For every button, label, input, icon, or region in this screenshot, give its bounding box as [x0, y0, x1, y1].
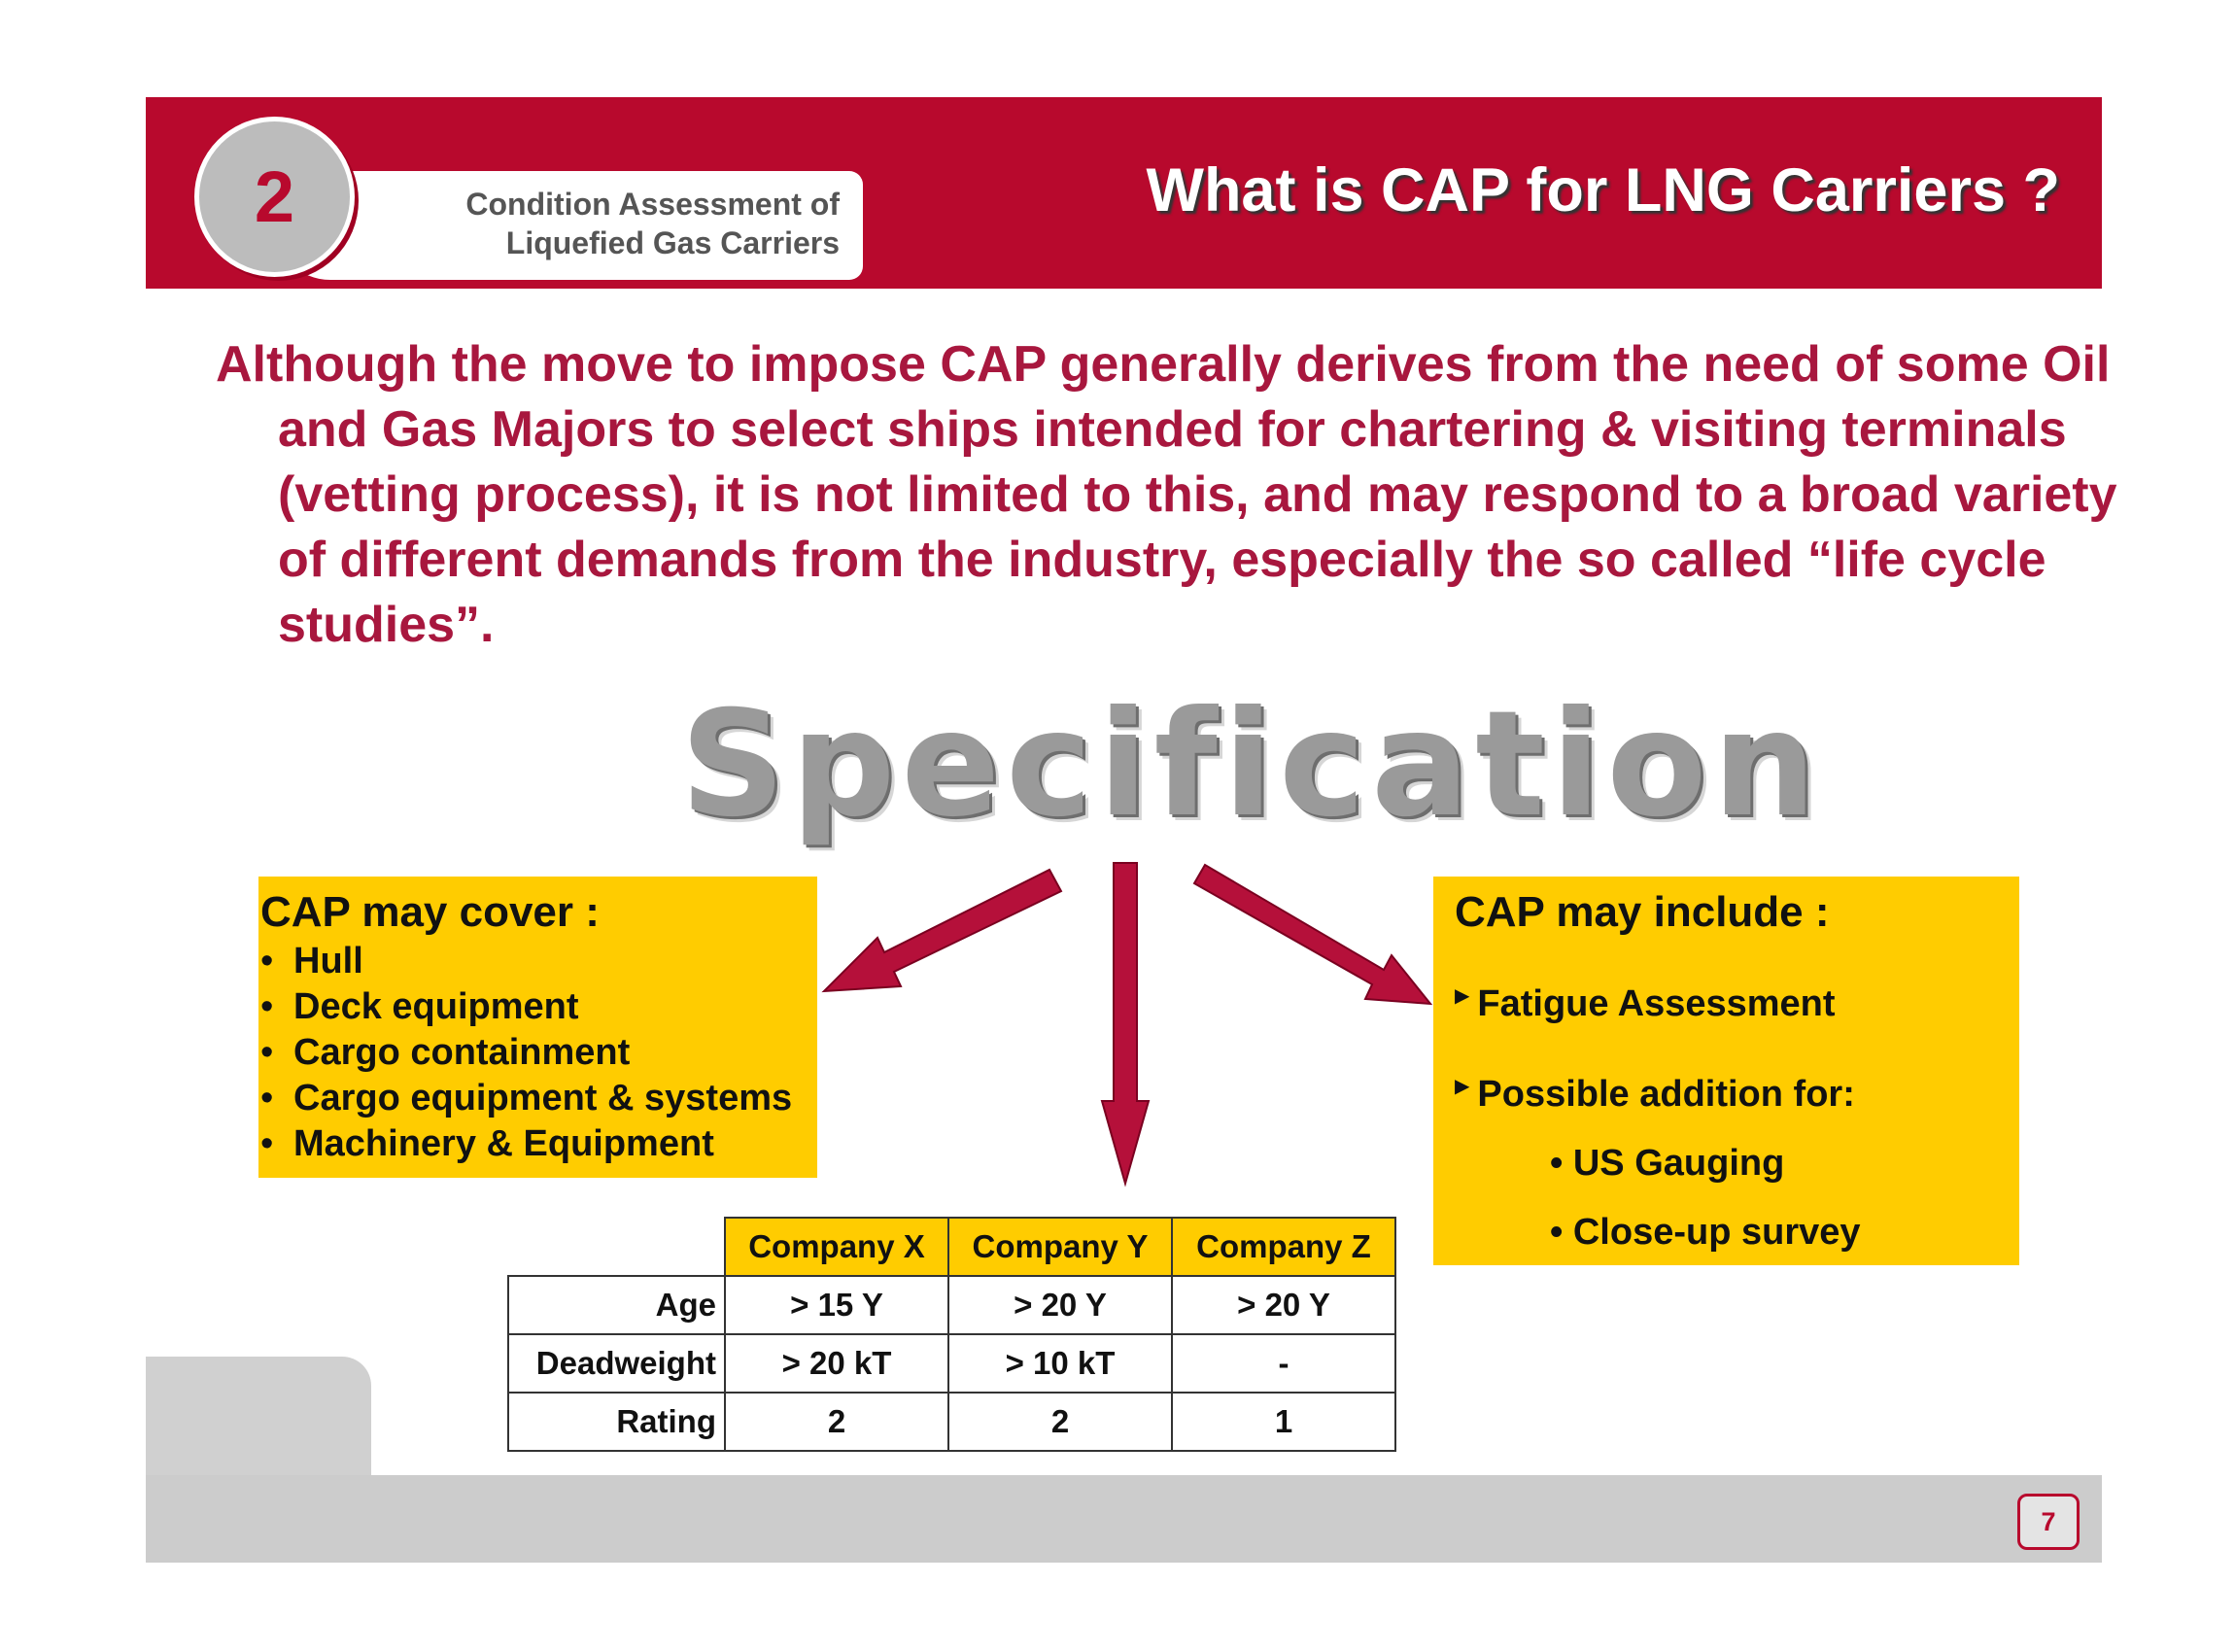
table-row	[508, 1334, 1395, 1393]
table-header-row	[508, 1218, 1395, 1276]
arrow-down	[1102, 863, 1149, 1184]
cap-cover-list	[260, 939, 792, 1167]
arrow-right	[1194, 865, 1430, 1004]
cap-include-heading: CAP may include :	[1455, 888, 1830, 936]
column-header: Company X	[725, 1218, 948, 1276]
list-item: • Cargo containment	[260, 1030, 792, 1076]
intro-paragraph: Although the move to impose CAP generally derives from the need of some Oil and Gas Majors to select ships intended for chartering & visiting terminals (vetting process), it is not limited to this, and may respond to a broad variety of different demands from the industry, especially the so called “life cycle studies”.	[216, 336, 2117, 653]
table-row	[508, 1393, 1395, 1451]
table-cell: > 20 Y	[1172, 1276, 1395, 1334]
include-item-addition: ▶ Possible addition for:	[1455, 1074, 1855, 1115]
column-header: Company Z	[1172, 1218, 1395, 1276]
cap-cover-heading: CAP may cover :	[260, 888, 600, 936]
cap-cover-box	[258, 877, 817, 1178]
row-label: Rating	[508, 1393, 725, 1451]
column-header: Company Y	[948, 1218, 1172, 1276]
arrow-left	[824, 870, 1061, 991]
subtitle-line-2: Liquefied Gas Carriers	[505, 225, 840, 260]
cap-include-box	[1433, 877, 2019, 1265]
table-cell: 2	[948, 1393, 1172, 1451]
list-item: • Cargo equipment & systems	[260, 1076, 792, 1121]
table-cell: > 20 kT	[725, 1334, 948, 1393]
list-item: • Deck equipment	[260, 984, 792, 1030]
include-subitem-close-up: • Close-up survey	[1550, 1212, 1861, 1253]
table-row	[508, 1276, 1395, 1334]
list-item: • Machinery & Equipment	[260, 1121, 792, 1167]
slide-title: What is CAP for LNG Carriers ?	[1146, 156, 2060, 224]
company-criteria-table	[507, 1217, 1396, 1452]
row-label: Deadweight	[508, 1334, 725, 1393]
section-number: 2	[254, 156, 295, 237]
table-cell: 2	[725, 1393, 948, 1451]
list-item: • Hull	[260, 939, 792, 984]
include-item-fatigue: ▶ Fatigue Assessment	[1455, 983, 1836, 1024]
include-subitem-us-gauging: • US Gauging	[1550, 1143, 1785, 1184]
triangle-bullet-icon: ▶	[1455, 985, 1470, 1008]
table-cell: > 15 Y	[725, 1276, 948, 1334]
page-number: 7	[2017, 1494, 2080, 1550]
footer-band	[146, 1475, 2102, 1563]
row-label: Age	[508, 1276, 725, 1334]
triangle-bullet-icon: ▶	[1455, 1076, 1470, 1098]
table-cell: > 10 kT	[948, 1334, 1172, 1393]
table-cell: > 20 Y	[948, 1276, 1172, 1334]
table-cell: 1	[1172, 1393, 1395, 1451]
subtitle-line-1: Condition Assessment of	[465, 187, 840, 222]
specification-wordart: Specification	[680, 680, 1823, 849]
table-cell: -	[1172, 1334, 1395, 1393]
